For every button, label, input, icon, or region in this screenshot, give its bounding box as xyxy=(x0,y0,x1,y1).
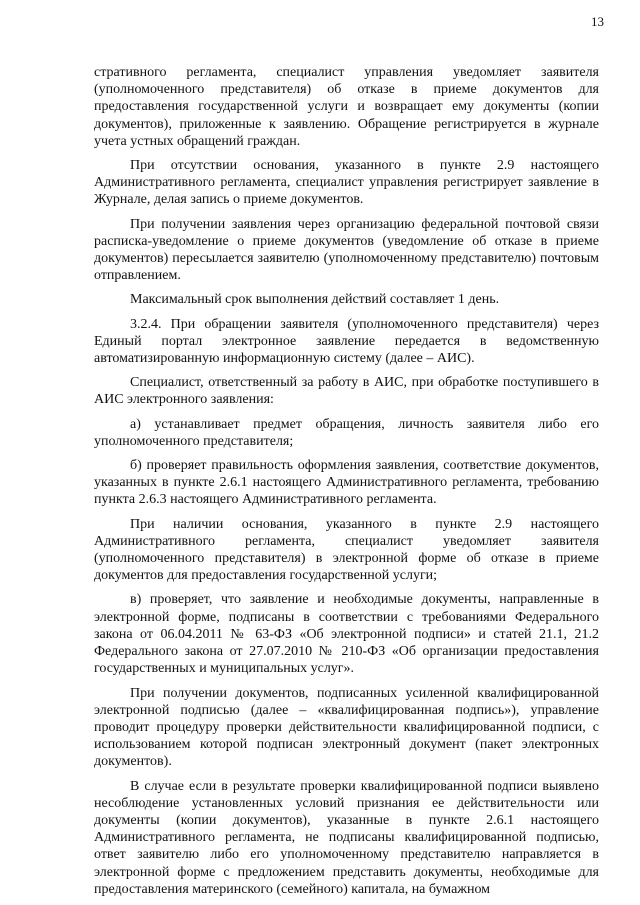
document-body xyxy=(94,64,599,905)
paragraph: В случае если в результате проверки квалифицированной подписи выявлено несоблюдение установленных условий признания ее действительности или документы (копии документов), указанные в пункте 2.6.1 настоящего Административного регламента, не подписаны квалифицированной подписью, ответ заявителю либо его уполномоченному представителю направляется в электронной форме с предложением представить документы, необходимые для предоставления материнского (семейного) капитала, на бумажном xyxy=(94,778,599,897)
paragraph: 3.2.4. При обращении заявителя (уполномоченного представителя) через Единый портал электронное заявление передается в ведомственную автоматизированную информационную систему (далее – АИС). xyxy=(94,316,599,367)
page-number: 13 xyxy=(591,14,604,29)
paragraph: Максимальный срок выполнения действий составляет 1 день. xyxy=(130,292,500,308)
paragraph: стративного регламента, специалист управления уведомляет заявителя (уполномоченного представителя) об отказе в приеме документов для предоставления государственной услуги и возвращает ему документы (копии документов), приложенные к заявлению. Обращение регистрируется в журнале учета устных обращений граждан. xyxy=(94,65,599,149)
paragraph: Специалист, ответственный за работу в АИС, при обработке поступившего в АИС электронного заявления: xyxy=(94,375,599,408)
paragraph: При отсутствии основания, указанного в пункте 2.9 настоящего Административного регламента, специалист управления регистрирует заявление в Журнале, делая запись о приеме документов. xyxy=(94,158,599,208)
paragraph: б) проверяет правильность оформления заявления, соответствие документов, указанных в пункте 2.6.1 настоящего Административного регламента, требованию пункта 2.6.3 настоящего Административного регламента. xyxy=(94,458,599,508)
paragraph: При получении заявления через организацию федеральной почтовой связи расписка-уведомление о приеме документов (уведомление об отказе в приеме документов) пересылается заявителю (уполномоченному представителю) почтовым отправлением. xyxy=(94,216,599,284)
paragraph: При наличии основания, указанного в пункте 2.9 настоящего Административного регламента, специалист уведомляет заявителя (уполномоченного представителя) в электронной форме об отказе в приеме документов для предоставления государственной услуги; xyxy=(94,516,599,584)
paragraph: в) проверяет, что заявление и необходимые документы, направленные в электронной форме, подписаны в соответствии с требованиями Федерального закона от 06.04.2011 № 63-ФЗ «Об электронной подписи» и статей 21.1, 21.2 Федерального закона от 27.07.2010 № 210-ФЗ «Об организации предоставления государственных и муниципальных услуг». xyxy=(94,592,599,677)
paragraph: При получении документов, подписанных усиленной квалифицированной электронной подписью (далее – «квалифицированная подпись»), управление проводит процедуру проверки действительности квалифицированной подписи, с использованием которой подписан электронный документ (пакет электронных документов). xyxy=(94,685,599,770)
paragraph: а) устанавливает предмет обращения, личность заявителя либо его уполномоченного представителя; xyxy=(94,416,599,449)
